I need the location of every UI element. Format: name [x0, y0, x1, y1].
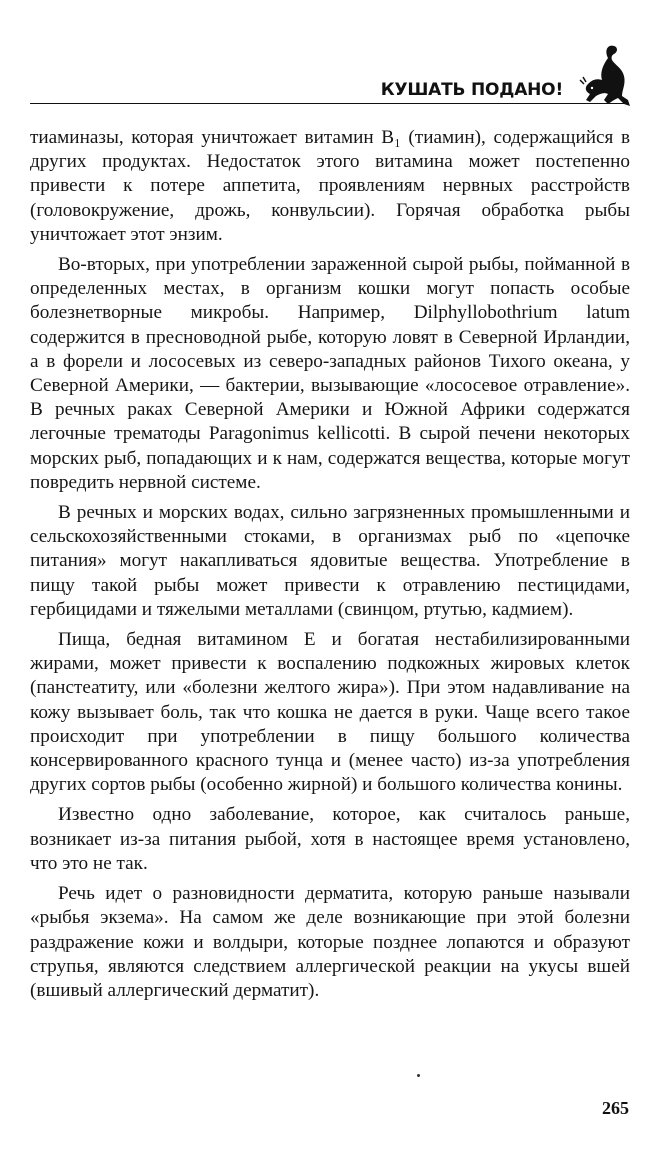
page-number: 265 — [602, 1098, 629, 1118]
main-text — [30, 126, 630, 1009]
paragraph: Известно одно заболевание, которое, как считалось раньше, возникает из-за питания рыбой, хотя в настоящее время установлено, что это не так. — [30, 804, 630, 874]
paragraph: Во-вторых, при употреблении зараженной сырой рыбы, пойманной в определенных местах, в организм кошки могут попасть особые болезнетворные микробы. Например, Dilphyllobothrium latum содержится в пресноводной рыбе, которую ловят в Северной Ирландии, а в форели и лососевых из северо-западных районов Тихого океана, у Северной Америки, — бактерии, вызывающие «лососевое отравление». В речных раках Северной Америки и Южной Африки содержатся легочные трематоды Paragonimus kellicotti. В сырой печени некоторых морских рыб, попадающих и к нам, содержатся вещества, которые могут повредить нервной системе. — [30, 254, 630, 493]
paragraph: В речных и морских водах, сильно загрязненных промышленными и сельскохозяйственными стоками, в организмах рыб по «цепочке питания» могут накапливаться ядовитые вещества. Употребление в пищу такой рыбы может привести к отравлению пестицидами, гербицидами и тяжелыми металлами (свинцом, ртутью, кадмием). — [30, 502, 630, 620]
paragraph: Речь идет о разновидности дерматита, которую раньше называли «рыбья экзема». На самом же деле возникающие при этой болезни раздражение кожи и волдыри, которые позднее лопаются и образуют струпья, являются следствием аллергической реакции на укусы вшей (вшивый аллергический дерматит). — [30, 883, 630, 1001]
paragraph: Пища, бедная витамином Е и богатая нестабилизированными жирами, может привести к воспалению подкожных жировых клеток (панстеатиту, или «болезни желтого жира»). При этом надавливание на кожу вызывает боль, так что кошка не дается в руки. Чаще всего такое происходит при употреблении в пищу большого количества консервированного красного тунца и (менее часто) из-за употребления других сортов рыбы (особенно жирной) и большого количества конины. — [30, 629, 630, 796]
paragraph: тиаминазы, которая уничтожает витамин B₁ (тиамин), содержащийся в других продуктах. Недостаток этого витамина может постепенно привести к потере аппетита, проявлениям нервных расстройств (головокружение, дрожь, конвульсии). Горячая обработка рыбы уничтожает этот энзим. — [30, 127, 630, 245]
header-rule — [30, 103, 625, 104]
cat-silhouette-icon — [578, 44, 638, 110]
running-header-title: КУШАТЬ ПОДАНО! — [380, 80, 563, 100]
print-speck — [417, 1074, 420, 1077]
